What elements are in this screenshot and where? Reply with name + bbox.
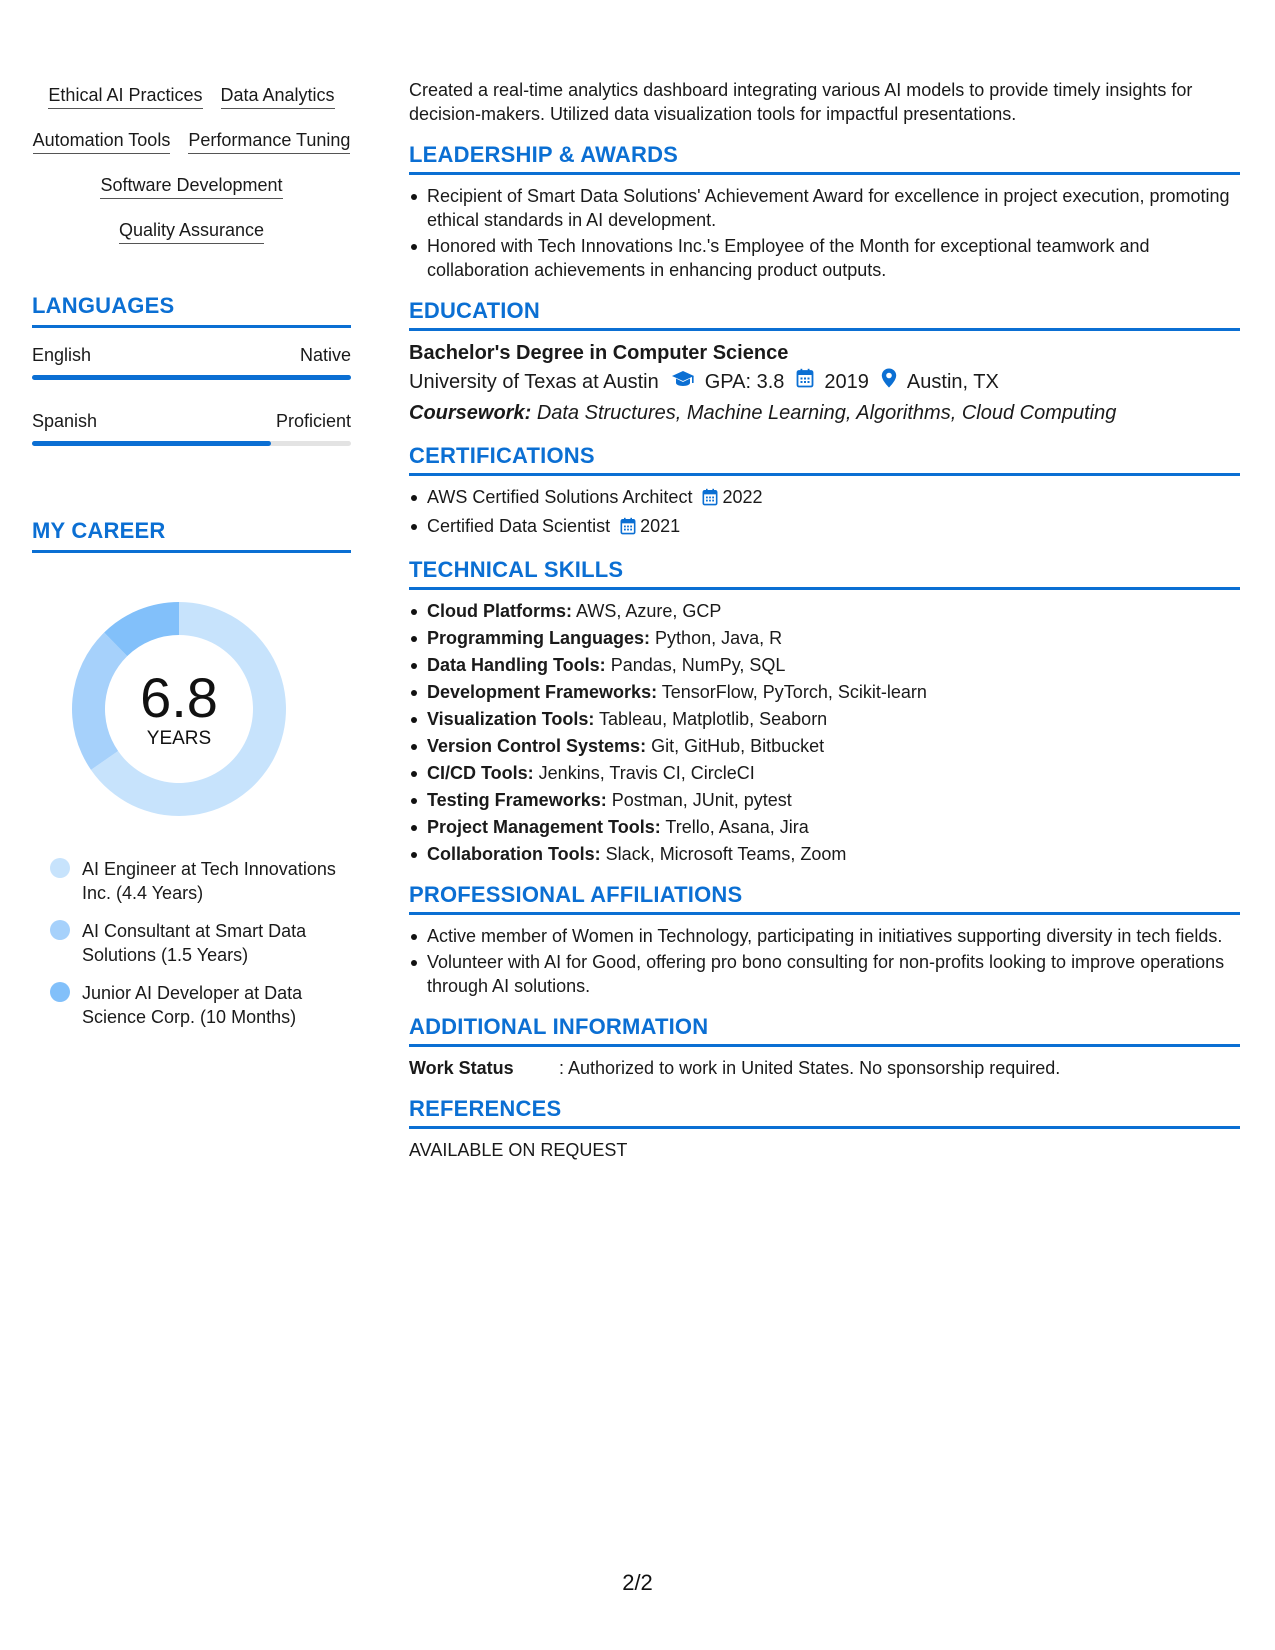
- affiliations-title: PROFESSIONAL AFFILIATIONS: [409, 882, 1240, 915]
- certification-name: Certified Data Scientist: [427, 516, 611, 536]
- legend-dot: [50, 982, 70, 1002]
- gpa: GPA: 3.8: [704, 371, 785, 393]
- languages-section: [32, 293, 351, 446]
- skill-tag: Data Analytics: [221, 84, 335, 109]
- career-total: 6.8: [140, 666, 218, 729]
- school-location: Austin, TX: [906, 371, 999, 393]
- education-title: EDUCATION: [409, 298, 1240, 331]
- skill-label: Cloud Platforms:: [427, 601, 573, 621]
- skill-label: Testing Frameworks:: [427, 790, 607, 810]
- leadership-title: LEADERSHIP & AWARDS: [409, 142, 1240, 175]
- certifications-title: CERTIFICATIONS: [409, 443, 1240, 476]
- degree-title: Bachelor's Degree in Computer Science: [409, 342, 789, 364]
- skill-value: TensorFlow, PyTorch, Scikit-learn: [661, 682, 927, 702]
- language-level: Proficient: [275, 411, 351, 431]
- technical-skills-title: TECHNICAL SKILLS: [409, 557, 1240, 590]
- career-unit: YEARS: [146, 728, 212, 749]
- legend-dot: [50, 858, 70, 878]
- skill-label: Project Management Tools:: [427, 817, 661, 837]
- location-pin-icon: [881, 368, 897, 396]
- certifications-list: [409, 485, 1240, 541]
- calendar-icon: [702, 488, 718, 512]
- skill-label: Version Control Systems:: [427, 736, 647, 756]
- technical-skills-list: [409, 599, 1240, 866]
- career-legend: [50, 857, 340, 1029]
- skill-tag: Automation Tools: [33, 129, 171, 154]
- legend-item: [50, 857, 340, 905]
- legend-label: AI Engineer at Tech Innovations Inc. (4.4 Years): [82, 859, 336, 903]
- language-name: Spanish: [32, 411, 98, 431]
- language-row: [32, 410, 351, 446]
- skill-label: CI/CD Tools:: [427, 763, 534, 783]
- certification-name: AWS Certified Solutions Architect: [427, 487, 693, 507]
- list-item: [427, 788, 1240, 812]
- references-text: AVAILABLE ON REQUEST: [409, 1140, 628, 1160]
- list-item: [427, 734, 1240, 758]
- skill-label: Collaboration Tools:: [427, 844, 601, 864]
- leadership-list: [409, 184, 1240, 282]
- calendar-icon: [620, 517, 636, 541]
- career-donut-chart: [67, 597, 291, 821]
- skill-tag: Ethical AI Practices: [48, 84, 202, 109]
- language-bar: [32, 375, 351, 380]
- skill-value: AWS, Azure, GCP: [576, 601, 722, 621]
- skill-value: Postman, JUnit, pytest: [611, 790, 792, 810]
- list-item: [427, 653, 1240, 677]
- work-status-value: : Authorized to work in United States. No sponsorship required.: [559, 1058, 1061, 1078]
- list-item: [427, 599, 1240, 623]
- skill-label: Development Frameworks:: [427, 682, 658, 702]
- left-column: [32, 84, 351, 1043]
- list-item: Volunteer with AI for Good, offering pro bono consulting for non-profits looking to improve operations through AI solutions.: [427, 950, 1240, 998]
- calendar-icon: [796, 368, 814, 396]
- list-item: [427, 761, 1240, 785]
- list-item: [427, 842, 1240, 866]
- certification-year: 2022: [722, 487, 763, 507]
- legend-item: [50, 919, 340, 967]
- skill-tag: Quality Assurance: [119, 219, 264, 244]
- career-title: MY CAREER: [32, 518, 351, 553]
- page-number: 2/2: [622, 1570, 653, 1595]
- school-name: University of Texas at Austin: [409, 371, 659, 393]
- graduation-cap-icon: [671, 368, 695, 396]
- skill-value: Tableau, Matplotlib, Seaborn: [599, 709, 828, 729]
- affiliations-list: [409, 924, 1240, 998]
- work-status-label: Work Status: [409, 1058, 514, 1078]
- legend-item: [50, 981, 340, 1029]
- language-bar-fill: [32, 375, 351, 380]
- additional-info-title: ADDITIONAL INFORMATION: [409, 1014, 1240, 1047]
- language-bar-fill: [32, 441, 271, 446]
- language-row: [32, 344, 351, 380]
- skill-value: Jenkins, Travis CI, CircleCI: [538, 763, 755, 783]
- skill-label: Programming Languages:: [427, 628, 651, 648]
- language-bar: [32, 441, 351, 446]
- list-item: Active member of Women in Technology, participating in initiatives supporting diversity in tech fields.: [427, 924, 1240, 948]
- list-item: [427, 680, 1240, 704]
- language-level: Native: [299, 345, 351, 365]
- references-title: REFERENCES: [409, 1096, 1240, 1129]
- skill-value: Pandas, NumPy, SQL: [610, 655, 786, 675]
- skill-value: Slack, Microsoft Teams, Zoom: [605, 844, 847, 864]
- education-meta: [409, 368, 1240, 396]
- skill-label: Visualization Tools:: [427, 709, 595, 729]
- intro-paragraph: Created a real-time analytics dashboard integrating various AI models to provide timely insights for decision-makers. Utilized data visualization tools for impactful presentations.: [409, 80, 1193, 124]
- list-item: [427, 514, 1240, 541]
- graduation-year: 2019: [824, 371, 869, 393]
- language-name: English: [32, 345, 92, 365]
- skill-value: Trello, Asana, Jira: [665, 817, 809, 837]
- career-section: [32, 518, 351, 1029]
- languages-title: LANGUAGES: [32, 293, 351, 328]
- work-status-row: [409, 1056, 1240, 1080]
- skill-tag: Performance Tuning: [188, 129, 350, 154]
- legend-dot: [50, 920, 70, 940]
- legend-label: AI Consultant at Smart Data Solutions (1.5 Years): [82, 921, 307, 965]
- skill-label: Data Handling Tools:: [427, 655, 606, 675]
- coursework-label: Coursework:: [409, 402, 532, 424]
- skill-value: Python, Java, R: [655, 628, 783, 648]
- list-item: [427, 707, 1240, 731]
- list-item: [427, 485, 1240, 512]
- list-item: Recipient of Smart Data Solutions' Achievement Award for excellence in project execution, promoting ethical standards in AI development.: [427, 184, 1240, 232]
- skill-tag: Software Development: [100, 174, 282, 199]
- skill-value: Git, GitHub, Bitbucket: [651, 736, 825, 756]
- list-item: [427, 815, 1240, 839]
- coursework: [409, 399, 1240, 427]
- skill-tags: [32, 84, 351, 244]
- certification-year: 2021: [640, 516, 681, 536]
- coursework-list: Data Structures, Machine Learning, Algorithms, Cloud Computing: [536, 402, 1117, 424]
- legend-label: Junior AI Developer at Data Science Corp. (10 Months): [82, 983, 303, 1027]
- right-column: [409, 78, 1240, 1162]
- list-item: [427, 626, 1240, 650]
- list-item: Honored with Tech Innovations Inc.'s Employee of the Month for exceptional teamwork and collaboration achievements in enhancing product outputs.: [427, 234, 1240, 282]
